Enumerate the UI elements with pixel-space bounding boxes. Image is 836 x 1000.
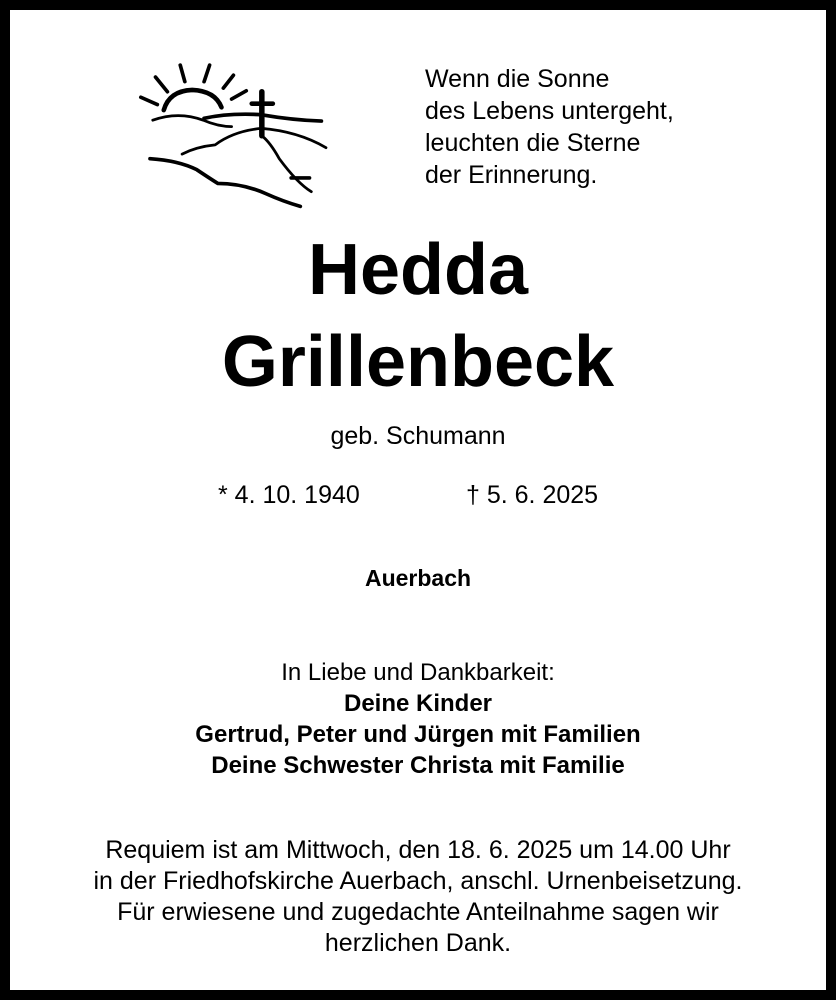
death-date: † 5. 6. 2025	[466, 481, 599, 509]
mourners-block	[0, 657, 836, 781]
mourner-line: Deine Kinder	[343, 690, 493, 717]
motto-line: der Erinnerung.	[425, 161, 598, 189]
notice-line: herzlichen Dank.	[324, 929, 512, 957]
birth-date: * 4. 10. 1940	[218, 481, 360, 509]
birth-name: geb. Schumann	[330, 422, 506, 450]
notice-line: in der Friedhofskirche Auerbach, anschl. Urnenbeisetzung.	[93, 867, 743, 895]
notice-line: Für erwiesene und zugedachte Anteilnahme sagen wir	[117, 898, 719, 926]
motto-line: Wenn die Sonne	[425, 65, 610, 93]
residence-place: Auerbach	[364, 565, 472, 591]
sunset-cross-landscape-icon	[128, 48, 348, 218]
mourner-line: Gertrud, Peter und Jürgen mit Familien	[195, 721, 641, 748]
notice-line: Requiem ist am Mittwoch, den 18. 6. 2025 um 14.00 Uhr	[105, 836, 731, 864]
motto-verse	[425, 63, 674, 191]
mourner-line: Deine Schwester Christa mit Familie	[211, 752, 625, 779]
motto-line: leuchten die Sterne	[425, 129, 641, 157]
funeral-notice	[0, 835, 836, 959]
motto-line: des Lebens untergeht,	[425, 97, 674, 125]
mourners-intro: In Liebe und Dankbarkeit:	[281, 659, 555, 686]
deceased-last-name: Grillenbeck	[221, 322, 615, 402]
deceased-first-name: Hedda	[307, 230, 529, 310]
